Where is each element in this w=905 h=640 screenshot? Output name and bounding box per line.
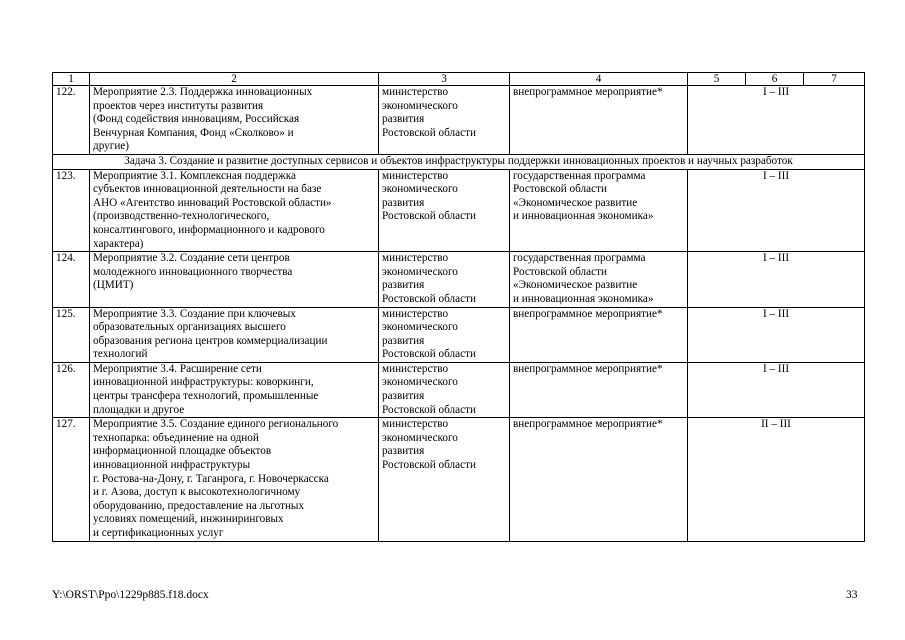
executor-cell-line: развития bbox=[382, 390, 425, 403]
period-cell: I – III bbox=[688, 252, 865, 307]
activity-cell-line: условиях помещений, инжиниринговых bbox=[93, 513, 284, 526]
table-row bbox=[53, 307, 865, 362]
executor-cell bbox=[379, 362, 510, 417]
program-cell-line: Ростовской области bbox=[513, 183, 607, 196]
activity-cell-line: Мероприятие 3.1. Комплексная поддержка bbox=[93, 169, 296, 182]
program-cell-line: Ростовской области bbox=[513, 265, 607, 278]
executor-cell bbox=[379, 86, 510, 155]
program-cell-line: внепрограммное мероприятие* bbox=[513, 418, 663, 431]
row-number: 126. bbox=[53, 362, 90, 417]
executor-cell-line: развития bbox=[382, 445, 425, 458]
header-row bbox=[53, 73, 865, 86]
executor-cell-line: министерство bbox=[382, 307, 449, 320]
activity-cell bbox=[90, 169, 379, 252]
column-header-2: 2 bbox=[90, 73, 379, 86]
activity-cell-line: (Фонд содействия инновациям, Российская bbox=[93, 113, 300, 126]
column-header-7: 7 bbox=[804, 73, 865, 86]
executor-cell bbox=[379, 307, 510, 362]
activity-cell bbox=[90, 362, 379, 417]
activity-cell-line: технопарка: объединение на одной bbox=[93, 431, 259, 444]
period-cell: I – III bbox=[688, 362, 865, 417]
executor-cell-line: Ростовской области bbox=[382, 292, 476, 305]
program-cell bbox=[510, 418, 688, 541]
program-cell bbox=[510, 307, 688, 362]
program-cell-line: государственная программа bbox=[513, 252, 646, 265]
executor-cell bbox=[379, 169, 510, 252]
activity-cell-line: технологий bbox=[93, 348, 148, 361]
executor-cell-line: министерство bbox=[382, 362, 449, 375]
table-row bbox=[53, 86, 865, 155]
activity-cell-line: характера) bbox=[93, 237, 144, 250]
activity-plan-table bbox=[52, 72, 865, 542]
activity-cell-line: (производственно-технологического, bbox=[93, 210, 270, 223]
executor-cell-line: экономического bbox=[382, 265, 458, 278]
program-cell-line: внепрограммное мероприятие* bbox=[513, 86, 663, 98]
activity-cell-line: Мероприятие 3.3. Создание при ключевых bbox=[93, 307, 296, 320]
row-number: 122. bbox=[53, 86, 90, 155]
activity-cell-line: и сертификационных услуг bbox=[93, 527, 224, 539]
activity-cell-line: центры трансфера технологий, промышленные bbox=[93, 390, 319, 403]
column-header-6: 6 bbox=[746, 73, 804, 86]
activity-cell-line: образования региона центров коммерциализации bbox=[93, 334, 328, 347]
activity-cell-line: Мероприятие 2.3. Поддержка инновационных bbox=[93, 86, 313, 98]
column-header-4: 4 bbox=[510, 73, 688, 86]
period-cell: I – III bbox=[688, 86, 865, 155]
executor-cell bbox=[379, 252, 510, 307]
executor-cell-line: министерство bbox=[382, 252, 449, 265]
executor-cell-line: развития bbox=[382, 113, 425, 126]
activity-cell-line: Венчурная Компания, Фонд «Сколково» и bbox=[93, 126, 294, 139]
activity-cell-line: оборудованию, предоставление на льготных bbox=[93, 499, 305, 512]
executor-cell-line: экономического bbox=[382, 376, 458, 389]
executor-cell-line: развития bbox=[382, 196, 425, 209]
program-cell-line: «Экономическое развитие bbox=[513, 196, 638, 209]
table-body bbox=[53, 86, 865, 542]
table-row bbox=[53, 418, 865, 541]
column-header-3: 3 bbox=[379, 73, 510, 86]
executor-cell-line: Ростовской области bbox=[382, 126, 476, 139]
footer-file-path: Y:\ORST\Ppo\1229p885.f18.docx bbox=[52, 589, 209, 601]
table-row bbox=[53, 252, 865, 307]
row-number: 127. bbox=[53, 418, 90, 541]
period-cell: I – III bbox=[688, 169, 865, 252]
activity-cell-line: Мероприятие 3.2. Создание сети центров bbox=[93, 252, 290, 265]
row-number: 125. bbox=[53, 307, 90, 362]
executor-cell-line: министерство bbox=[382, 169, 449, 182]
activity-cell-line: АНО «Агентство инноваций Ростовской области» bbox=[93, 196, 332, 209]
page-number: 33 bbox=[846, 589, 858, 601]
activity-cell-line: образовательных организациях высшего bbox=[93, 321, 286, 334]
activity-cell-line: проектов через институты развития bbox=[93, 99, 264, 112]
program-cell bbox=[510, 362, 688, 417]
activity-cell-line: Мероприятие 3.4. Расширение сети bbox=[93, 362, 262, 375]
program-cell-line: и инновационная экономика» bbox=[513, 292, 654, 305]
task-heading-row bbox=[53, 154, 865, 169]
column-header-5: 5 bbox=[688, 73, 746, 86]
activity-cell-line: инновационной инфраструктуры bbox=[93, 459, 251, 472]
executor-cell-line: Ростовской области bbox=[382, 210, 476, 223]
program-cell bbox=[510, 252, 688, 307]
executor-cell-line: развития bbox=[382, 279, 425, 292]
activity-cell-line: информационной площадке объектов bbox=[93, 445, 272, 458]
task-heading: Задача 3. Создание и развитие доступных сервисов и объектов инфраструктуры поддержки инновационных проектов и научных разработок bbox=[53, 154, 865, 169]
activity-cell-line: инновационной инфраструктуры: коворкинги, bbox=[93, 376, 314, 389]
executor-cell-line: экономического bbox=[382, 431, 458, 444]
period-cell: I – III bbox=[688, 307, 865, 362]
program-cell-line: «Экономическое развитие bbox=[513, 279, 638, 292]
executor-cell-line: министерство bbox=[382, 418, 449, 431]
executor-cell-line: Ростовской области bbox=[382, 403, 476, 416]
activity-cell bbox=[90, 252, 379, 307]
activity-cell-line: площадки и другое bbox=[93, 403, 185, 416]
executor-cell-line: Ростовской области bbox=[382, 348, 476, 361]
program-cell-line: внепрограммное мероприятие* bbox=[513, 307, 663, 320]
program-cell bbox=[510, 86, 688, 155]
activity-cell bbox=[90, 86, 379, 155]
activity-cell-line: субъектов инновационной деятельности на базе bbox=[93, 183, 322, 196]
executor-cell-line: министерство bbox=[382, 86, 449, 98]
activity-cell-line: Мероприятие 3.5. Создание единого регионального bbox=[93, 418, 339, 431]
program-cell-line: государственная программа bbox=[513, 169, 646, 182]
period-cell: II – III bbox=[688, 418, 865, 541]
activity-cell-line: (ЦМИТ) bbox=[93, 279, 134, 292]
program-cell-line: внепрограммное мероприятие* bbox=[513, 362, 663, 375]
executor-cell-line: экономического bbox=[382, 183, 458, 196]
activity-cell-line: молодежного инновационного творчества bbox=[93, 265, 293, 278]
program-cell-line: и инновационная экономика» bbox=[513, 210, 654, 223]
activity-cell bbox=[90, 418, 379, 541]
executor-cell-line: экономического bbox=[382, 321, 458, 334]
program-cell bbox=[510, 169, 688, 252]
activity-cell-line: другие) bbox=[93, 140, 129, 153]
row-number: 124. bbox=[53, 252, 90, 307]
executor-cell-line: развития bbox=[382, 334, 425, 347]
activity-cell bbox=[90, 307, 379, 362]
column-header-1: 1 bbox=[53, 73, 90, 86]
executor-cell-line: экономического bbox=[382, 99, 458, 112]
table-row bbox=[53, 169, 865, 252]
table-row bbox=[53, 362, 865, 417]
row-number: 123. bbox=[53, 169, 90, 252]
activity-cell-line: г. Ростова-на-Дону, г. Таганрога, г. Новочеркасска bbox=[93, 472, 329, 485]
activity-cell-line: консалтингового, информационного и кадрового bbox=[93, 223, 325, 236]
activity-cell-line: и г. Азова, доступ к высокотехнологичному bbox=[93, 486, 301, 499]
executor-cell bbox=[379, 418, 510, 541]
executor-cell-line: Ростовской области bbox=[382, 459, 476, 472]
